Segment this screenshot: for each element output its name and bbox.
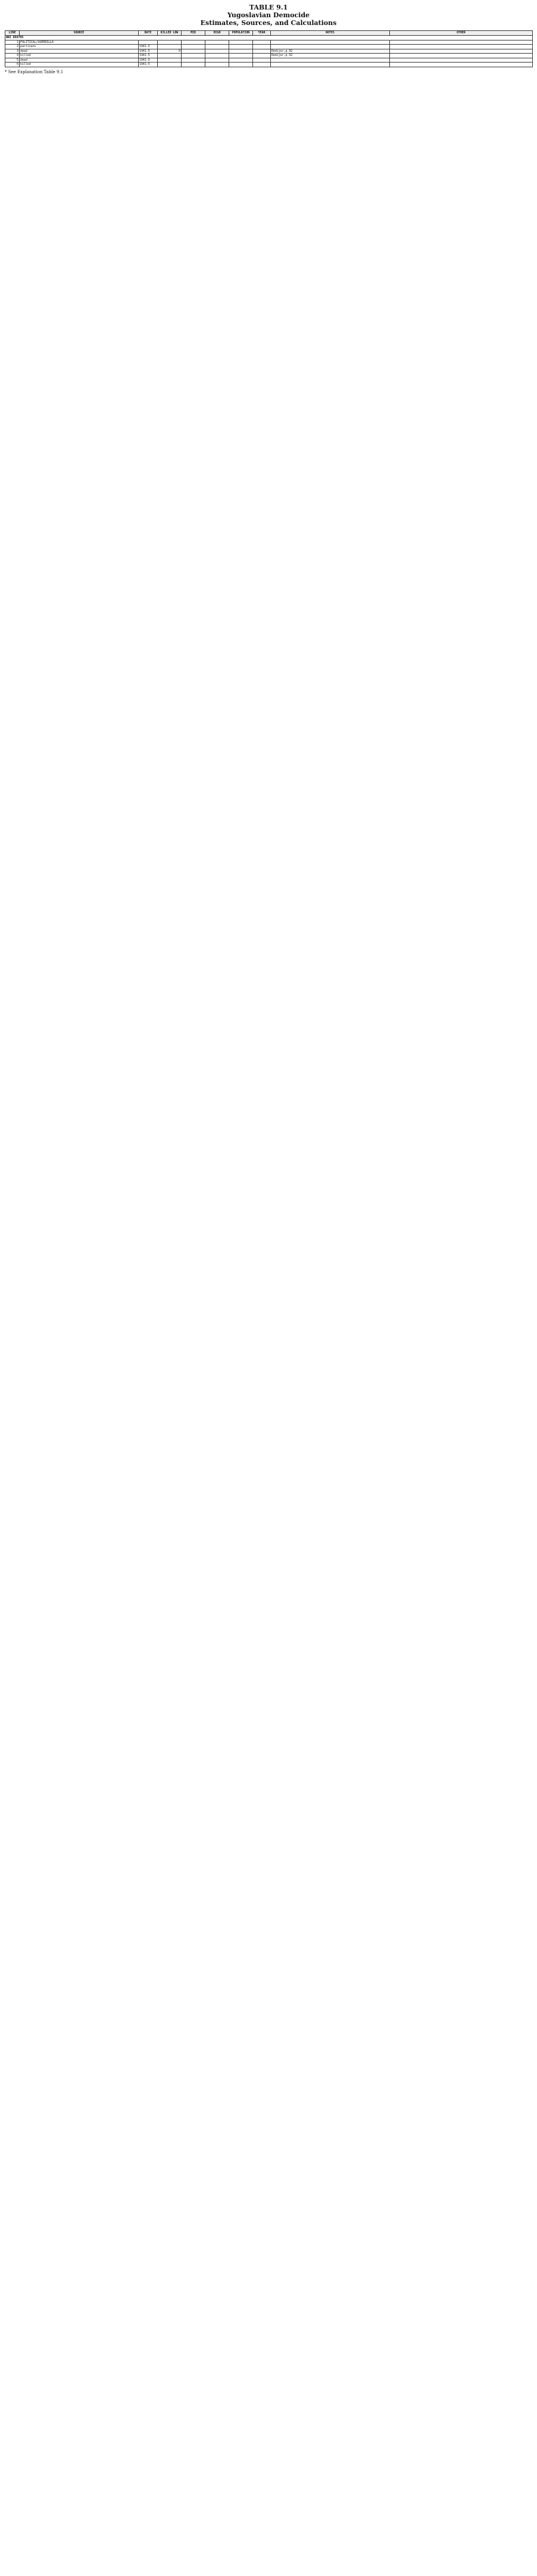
table-cell: [205, 58, 229, 63]
table-cell: [229, 63, 253, 67]
table-row: [5, 40, 533, 45]
table-cell: [271, 40, 390, 45]
table-cell: [205, 54, 229, 58]
table-cell: Dedijer,p.92: [271, 49, 390, 54]
col-date: DATE: [139, 31, 158, 36]
table-cell: [229, 58, 253, 63]
table-cell: [271, 45, 390, 49]
table-cell: [253, 63, 271, 67]
table-cell: Dedijer,p.92: [271, 54, 390, 58]
table-cell: [390, 40, 533, 45]
col-mid: MID: [182, 31, 205, 36]
table-title: Yugoslavian Democide: [227, 11, 310, 19]
table-cell: [158, 40, 182, 45]
table-cell: 1941-5: [139, 54, 158, 58]
democide-table: [5, 30, 533, 67]
table-cell: [390, 54, 533, 58]
table-cell: [271, 63, 390, 67]
table-cell: [158, 54, 182, 58]
col-high: HIGH: [205, 31, 229, 36]
table-cell: [205, 49, 229, 54]
table-cell: POLITICAL/GUERRILLA: [20, 40, 139, 45]
table-row: [5, 63, 533, 67]
table-cell: [182, 49, 205, 54]
table-cell: [390, 58, 533, 63]
section-heading: WWI DEATHS: [5, 36, 533, 40]
table-cell: 6: [5, 63, 20, 67]
table-cell: 2: [5, 45, 20, 49]
col-population: POPULATION: [229, 31, 253, 36]
table-row: [5, 45, 533, 49]
table-cell: [229, 45, 253, 49]
table-cell: [158, 63, 182, 67]
table-cell: [253, 40, 271, 45]
table-cell: 1941-5: [139, 45, 158, 49]
table-cell: [229, 54, 253, 58]
table-cell: 5: [5, 58, 20, 63]
table-cell: [182, 58, 205, 63]
table-cell: dead: [20, 58, 139, 63]
table-cell: [205, 40, 229, 45]
col-other: OTHER: [390, 31, 533, 36]
table-cell: 3: [5, 49, 20, 54]
table-cell: [229, 49, 253, 54]
table-cell: [253, 54, 271, 58]
section-heading-row: [5, 36, 533, 40]
document-page: [5, 4, 532, 74]
table-cell: [205, 63, 229, 67]
table-cell: [182, 40, 205, 45]
table-cell: [182, 45, 205, 49]
col-low: KILLED LOW: [158, 31, 182, 36]
table-row: [5, 54, 533, 58]
table-cell: [390, 63, 533, 67]
table-subtitle: Estimates, Sources, and Calculations: [200, 19, 337, 27]
table-cell: [205, 45, 229, 49]
table-cell: [158, 58, 182, 63]
table-cell: 1941-5: [139, 58, 158, 63]
col-source: SOURCE: [20, 31, 139, 36]
table-cell: [139, 40, 158, 45]
table-cell: dead: [20, 49, 139, 54]
table-cell: [253, 49, 271, 54]
table-cell: killed: [20, 63, 139, 67]
table-cell: [271, 58, 390, 63]
table-cell: [182, 54, 205, 58]
table-row: [5, 49, 533, 54]
table-cell: 1941-5: [139, 63, 158, 67]
table-cell: [158, 45, 182, 49]
table-cell: 1: [5, 40, 20, 45]
table-cell: [182, 63, 205, 67]
table-cell: partisans: [20, 45, 139, 49]
table-cell: [390, 45, 533, 49]
header-row: [5, 31, 533, 36]
table-cell: [253, 45, 271, 49]
table-cell: 1941-5: [139, 49, 158, 54]
table-cell: [390, 49, 533, 54]
table-row: [5, 58, 533, 63]
table-body: [5, 36, 533, 67]
table-cell: killed: [20, 54, 139, 58]
col-notes: NOTES: [271, 31, 390, 36]
table-cell: [253, 58, 271, 63]
table-cell: 0: [158, 49, 182, 54]
col-year: YEAR: [253, 31, 271, 36]
table-cell: 4: [5, 54, 20, 58]
table-number: TABLE 9.1: [249, 4, 288, 11]
col-line: LINE: [5, 31, 20, 36]
table-cell: [229, 40, 253, 45]
title-block: [5, 4, 532, 27]
footnote: * See Explanation Table 9.1: [5, 69, 64, 74]
